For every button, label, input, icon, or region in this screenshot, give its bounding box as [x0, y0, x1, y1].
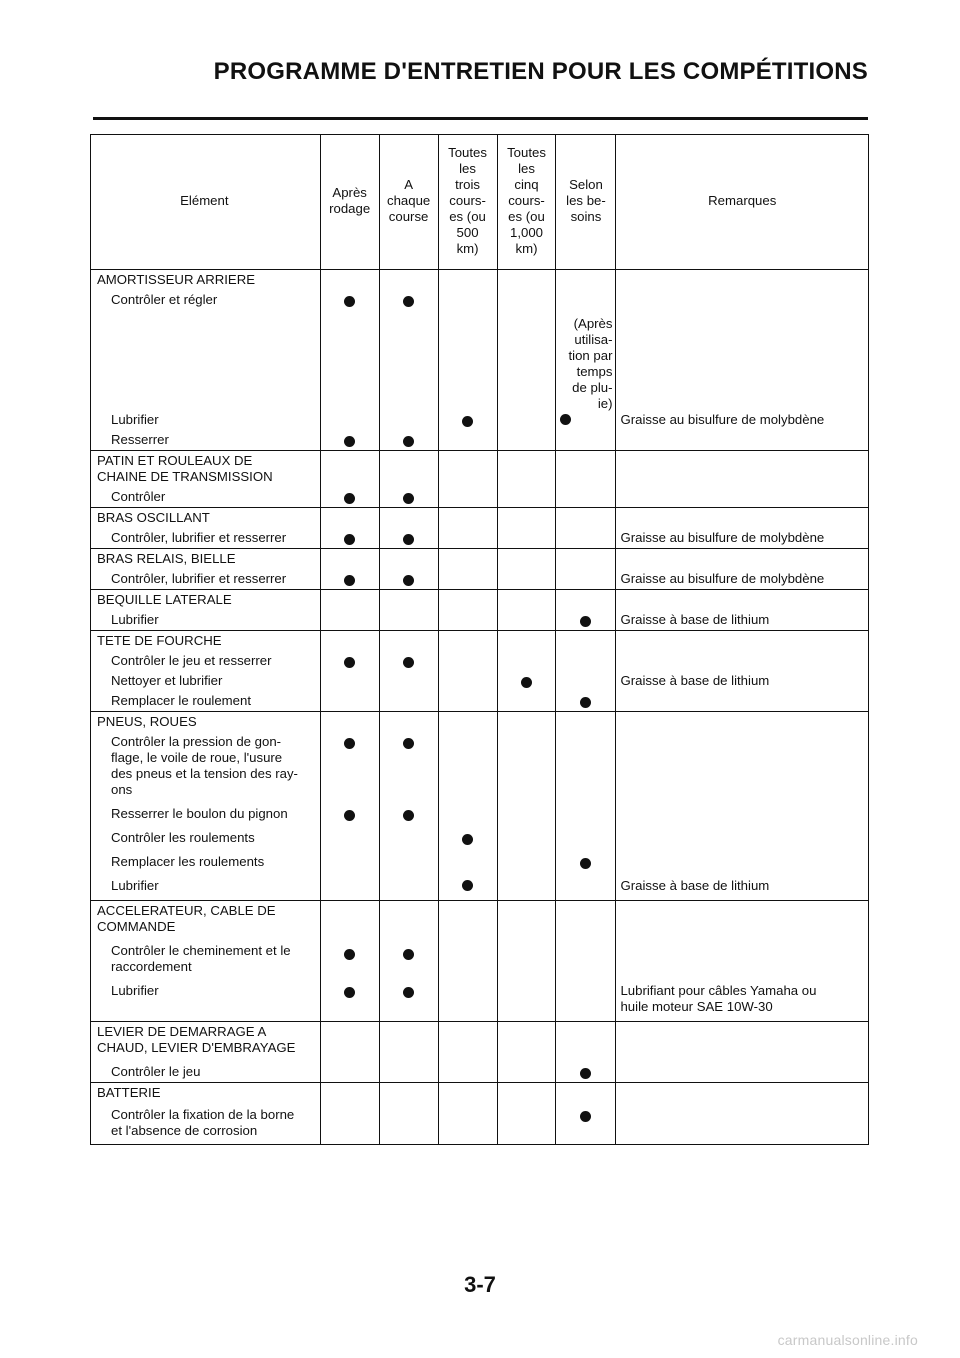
group-row	[91, 451, 869, 488]
check-dot	[344, 493, 355, 504]
group-title: ACCELERATEUR, CABLE DE COMMANDE	[91, 901, 321, 938]
item-label: Contrôler, lubrifier et resserrer	[91, 528, 321, 549]
check-dot	[580, 1068, 591, 1079]
check-dot	[344, 296, 355, 307]
table-header-row	[91, 135, 869, 270]
check-dot	[403, 657, 414, 668]
item-label: Remplacer le roulement	[91, 691, 321, 712]
group-row	[91, 712, 869, 733]
table-row	[91, 824, 869, 848]
item-remark: Graisse au bisulfure de molybdène	[616, 569, 869, 590]
check-dot	[521, 677, 532, 688]
item-remark: Graisse au bisulfure de molybdène	[616, 310, 869, 430]
group-row	[91, 901, 869, 938]
check-dot	[403, 575, 414, 586]
table-row	[91, 310, 869, 430]
table-row	[91, 800, 869, 824]
group-title: BRAS RELAIS, BIELLE	[91, 549, 321, 570]
item-remark: Graisse à base de lithium	[616, 872, 869, 901]
check-dot	[403, 810, 414, 821]
item-label: Resserrer	[91, 430, 321, 451]
check-dot	[403, 987, 414, 998]
table-row	[91, 671, 869, 691]
item-remark: Lubrifiant pour câbles Yamaha ou huile moteur SAE 10W-30	[616, 977, 869, 1022]
col-header-chaque-course: A chaque course	[379, 135, 438, 270]
item-remark: Graisse au bisulfure de molybdène	[616, 528, 869, 549]
maintenance-table	[90, 134, 869, 1145]
item-label: Contrôler le cheminement et le raccordement	[91, 937, 321, 977]
table-row	[91, 937, 869, 977]
table-row	[91, 430, 869, 451]
table-row	[91, 1058, 869, 1083]
check-dot	[462, 880, 473, 891]
col-header-selon-besoins: Selon les be- soins	[556, 135, 616, 270]
group-title: BRAS OSCILLANT	[91, 508, 321, 529]
group-row	[91, 270, 869, 291]
col-header-cinq-courses: Toutes les cinq cours- es (ou 1,000 km)	[497, 135, 556, 270]
check-dot	[403, 493, 414, 504]
check-dot	[344, 575, 355, 586]
check-dot	[403, 949, 414, 960]
group-row	[91, 631, 869, 652]
check-dot	[560, 414, 571, 425]
item-label: Lubrifier	[91, 310, 321, 430]
item-label: Contrôler le jeu et resserrer	[91, 651, 321, 671]
group-row	[91, 590, 869, 611]
item-label: Contrôler les roulements	[91, 824, 321, 848]
item-label: Lubrifier	[91, 610, 321, 631]
group-row	[91, 549, 869, 570]
rain-usage-note: (Après utilisa- tion par temps de plu- ie)	[568, 316, 613, 411]
check-dot	[403, 436, 414, 447]
check-dot	[462, 416, 473, 427]
page-number: 3-7	[464, 1272, 496, 1297]
check-dot	[580, 858, 591, 869]
col-header-remarques: Remarques	[616, 135, 869, 270]
group-row	[91, 1083, 869, 1104]
group-title: PNEUS, ROUES	[91, 712, 321, 733]
page-title: PROGRAMME D'ENTRETIEN POUR LES COMPÉTITIONS	[213, 58, 868, 85]
group-row	[91, 508, 869, 529]
item-label: Lubrifier	[91, 872, 321, 901]
item-label: Contrôler le jeu	[91, 1058, 321, 1083]
item-label: Contrôler la pression de gon- flage, le voile de roue, l'usure des pneus et la tension des ray- ons	[91, 732, 321, 800]
check-dot	[344, 987, 355, 998]
table-row	[91, 651, 869, 671]
table-row	[91, 977, 869, 1022]
group-title: PATIN ET ROULEAUX DE CHAINE DE TRANSMISSION	[91, 451, 321, 488]
table-row	[91, 1103, 869, 1145]
check-dot	[344, 738, 355, 749]
item-label: Nettoyer et lubrifier	[91, 671, 321, 691]
check-dot	[462, 834, 473, 845]
item-remark: Graisse à base de lithium	[616, 671, 869, 691]
check-dot	[344, 534, 355, 545]
table-row	[91, 732, 869, 800]
item-remark: Graisse à base de lithium	[616, 610, 869, 631]
item-label: Resserrer le boulon du pignon	[91, 800, 321, 824]
group-title: TETE DE FOURCHE	[91, 631, 321, 652]
group-title: AMORTISSEUR ARRIERE	[91, 270, 321, 291]
check-dot	[344, 949, 355, 960]
group-row	[91, 1022, 869, 1059]
item-label: Contrôler	[91, 487, 321, 508]
item-label: Lubrifier	[91, 977, 321, 1022]
item-label: Contrôler la fixation de la borne et l'absence de corrosion	[91, 1103, 321, 1145]
table-row	[91, 848, 869, 872]
check-dot	[580, 616, 591, 627]
check-dot	[344, 436, 355, 447]
table-row	[91, 872, 869, 901]
check-dot	[403, 738, 414, 749]
title-rule	[93, 117, 868, 120]
check-dot	[344, 657, 355, 668]
col-header-apres-rodage: Après rodage	[320, 135, 379, 270]
group-title: BATTERIE	[91, 1083, 321, 1104]
group-title: LEVIER DE DEMARRAGE A CHAUD, LEVIER D'EMBRAYAGE	[91, 1022, 321, 1059]
table-row	[91, 528, 869, 549]
item-label: Contrôler et régler	[91, 290, 321, 310]
col-header-trois-courses: Toutes les trois cours- es (ou 500 km)	[438, 135, 497, 270]
table-row	[91, 691, 869, 712]
table-row	[91, 487, 869, 508]
item-label: Remplacer les roulements	[91, 848, 321, 872]
check-dot	[580, 1111, 591, 1122]
group-title: BEQUILLE LATERALE	[91, 590, 321, 611]
watermark: carmanualsonline.info	[777, 1332, 918, 1348]
table-row	[91, 569, 869, 590]
check-dot	[344, 810, 355, 821]
item-label: Contrôler, lubrifier et resserrer	[91, 569, 321, 590]
col-header-element: Elément	[91, 135, 321, 270]
check-dot	[403, 534, 414, 545]
check-dot	[403, 296, 414, 307]
table-row	[91, 290, 869, 310]
table-row	[91, 610, 869, 631]
check-dot	[580, 697, 591, 708]
